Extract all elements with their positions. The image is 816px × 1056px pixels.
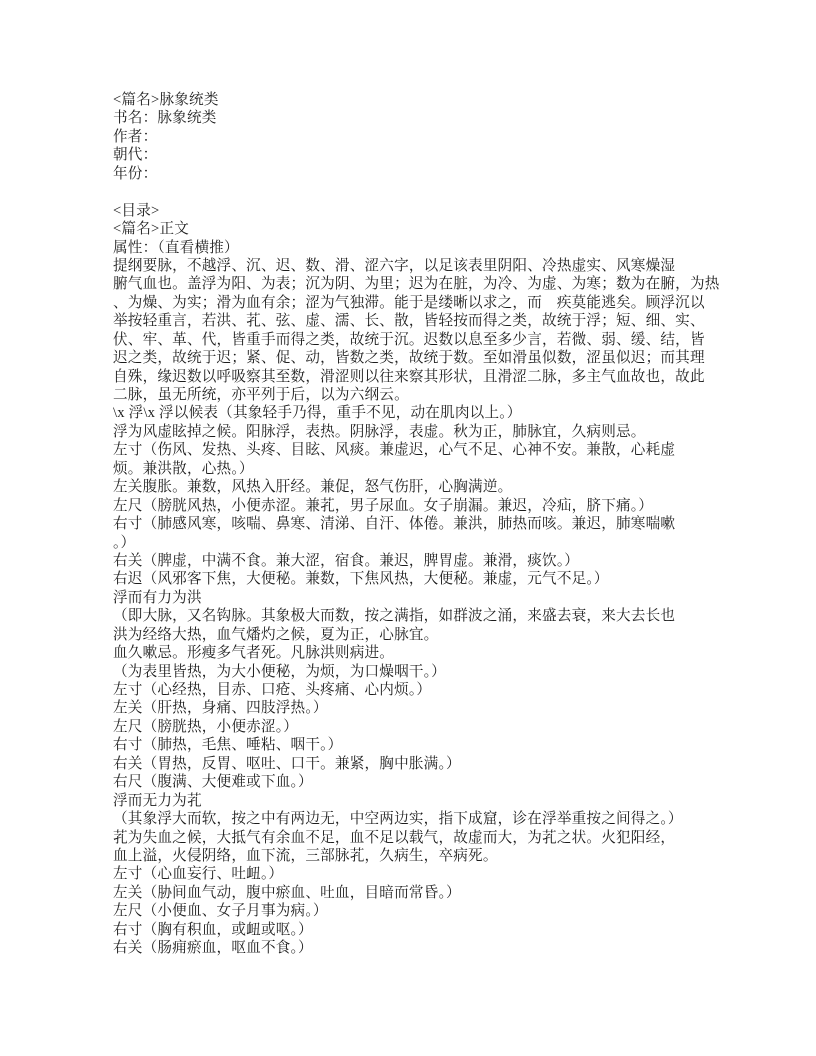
text-line-30: 洪为经络大热，血气燔灼之候，夏为正，心脉宜。 — [113, 626, 439, 643]
text-line-35: 左尺（膀胱热，小便赤涩。） — [113, 718, 299, 735]
text-line-2: 书名：脉象统类 — [113, 110, 217, 127]
text-line-28: 浮而有力为洪 — [113, 589, 202, 606]
text-line-41: 芤为失血之候，大抵气有余血不足，血不足以载气，故虚而大，为芤之状。火犯阳经， — [113, 829, 676, 846]
text-line-10: 提纲要脉，不越浮、沉、迟、数、滑、涩六字，以足该表里阴阳、冷热虚实、风寒燥湿 — [113, 257, 676, 274]
text-line-16: 自殊，缘迟数以呼吸察其至数，滑涩则以往来察其形状，且滑涩二脉，多主气血故也，故此 — [113, 368, 705, 385]
text-line-32: （为表里皆热，为大小便秘，为烦，为口燥咽干。） — [113, 663, 446, 680]
text-line-3: 作者： — [113, 128, 158, 145]
text-line-44: 左关（胁间血气动，腹中瘀血、吐血，目暗而常昏。） — [113, 884, 461, 901]
text-line-46: 右寸（胸有积血，或衄或呕。） — [113, 921, 313, 938]
text-line-38: 右尺（腹满、大便难或下血。） — [113, 774, 313, 791]
text-line-43: 左寸（心血妄行、吐衄。） — [113, 866, 284, 883]
text-line-12: 、为燥、为实；滑为血有余；涩为气独滞。能于是缕晰以求之，而 疾莫能逃矣。顾浮沉以 — [113, 294, 705, 311]
text-line-20: 左寸（伤风、发热、头疼、目眩、风痰。兼虚迟，心气不足、心神不安。兼散，心耗虚 — [113, 442, 676, 459]
text-line-47: 右关（肠痈瘀血，呕血不食。） — [113, 940, 313, 957]
text-line-26: 右关（脾虚，中满不食。兼大涩，宿食。兼迟，脾胃虚。兼滑，痰饮。） — [113, 552, 580, 569]
text-line-31: 血久嗽忌。形瘦多气者死。凡脉洪则病进。 — [113, 645, 395, 662]
text-line-1: <篇名>脉象统类 — [113, 92, 219, 108]
document-body — [113, 91, 726, 958]
text-line-13: 举按轻重言，若洪、芤、弦、虚、濡、长、散，皆轻按而得之类，故统于浮；短、细、实、 — [113, 313, 705, 330]
text-line-17: 二脉，虽无所统，亦平列于后，以为六纲云。 — [113, 387, 409, 403]
text-line-8: <篇名>正文 — [113, 221, 190, 238]
text-line-7: <目录> — [113, 202, 160, 219]
text-line-18: \x 浮\x 浮以候表（其象轻手乃得，重手不见，动在肌肉以上。） — [113, 405, 522, 422]
text-line-21: 烦。兼洪散，心热。） — [113, 460, 254, 477]
text-line-14: 伏、牢、革、代，皆重手而得之类，故统于沉。迟数以息至多少言，若微、弱、缓、结，皆 — [113, 331, 705, 348]
text-line-40: （其象浮大而软，按之中有两边无，中空两边实，指下成窟，诊在浮举重按之间得之。） — [113, 811, 683, 828]
text-line-4: 朝代： — [113, 147, 158, 164]
text-line-33: 左寸（心经热，目赤、口疮、头疼痛、心内烦。） — [113, 682, 432, 698]
text-line-45: 左尺（小便血、女子月事为病。） — [113, 903, 328, 920]
text-line-15: 迟之类，故统于迟；紧、促、动，皆数之类，故统于数。至如滑虽似数，涩虽似迟；而其理 — [113, 350, 705, 367]
text-line-19: 浮为风虚眩掉之候。阳脉浮，表热。阴脉浮，表虚。秋为正，肺脉宜，久病则忌。 — [113, 423, 646, 440]
text-line-36: 右寸（肺热，毛焦、唾粘、咽干。） — [113, 737, 343, 754]
text-line-27: 右迟（风邪客下焦，大便秘。兼数，下焦风热，大便秘。兼虚，元气不足。） — [113, 571, 609, 588]
text-line-39: 浮而无力为芤 — [113, 792, 202, 809]
text-line-42: 血上溢，火侵阴络，血下流，三部脉芤，久病生，卒病死。 — [113, 847, 498, 864]
text-line-25: 。） — [113, 534, 136, 551]
text-line-6 — [113, 183, 726, 201]
text-line-37: 右关（胃热，反胃、呕吐、口干。兼紧，胸中胀满。） — [113, 755, 461, 772]
text-line-5: 年份： — [113, 165, 158, 182]
text-line-11: 腑气血也。盖浮为阳、为表；沉为阴、为里；迟为在脏，为冷、为虚、为寒；数为在腑，为热 — [113, 276, 720, 293]
text-line-29: （即大脉，又名钩脉。其象极大而数，按之满指，如群波之涌，来盛去衰，来大去长也 — [113, 608, 676, 625]
text-line-24: 右寸（肺感风寒，咳喘、鼻寒、清涕、自汗、体倦。兼洪，肺热而咳。兼迟，肺寒喘嗽 — [113, 516, 676, 533]
text-line-34: 左关（肝热，身痛、四肢浮热。） — [113, 700, 328, 717]
text-line-9: 属性：（直看横推） — [113, 239, 239, 256]
text-line-23: 左尺（膀胱风热，小便赤涩。兼芤，男子尿血。女子崩漏。兼迟，冷疝，脐下痛。） — [113, 497, 654, 514]
text-line-22: 左关腹胀。兼数，风热入肝经。兼促，怒气伤肝，心胸满逆。 — [113, 479, 513, 496]
